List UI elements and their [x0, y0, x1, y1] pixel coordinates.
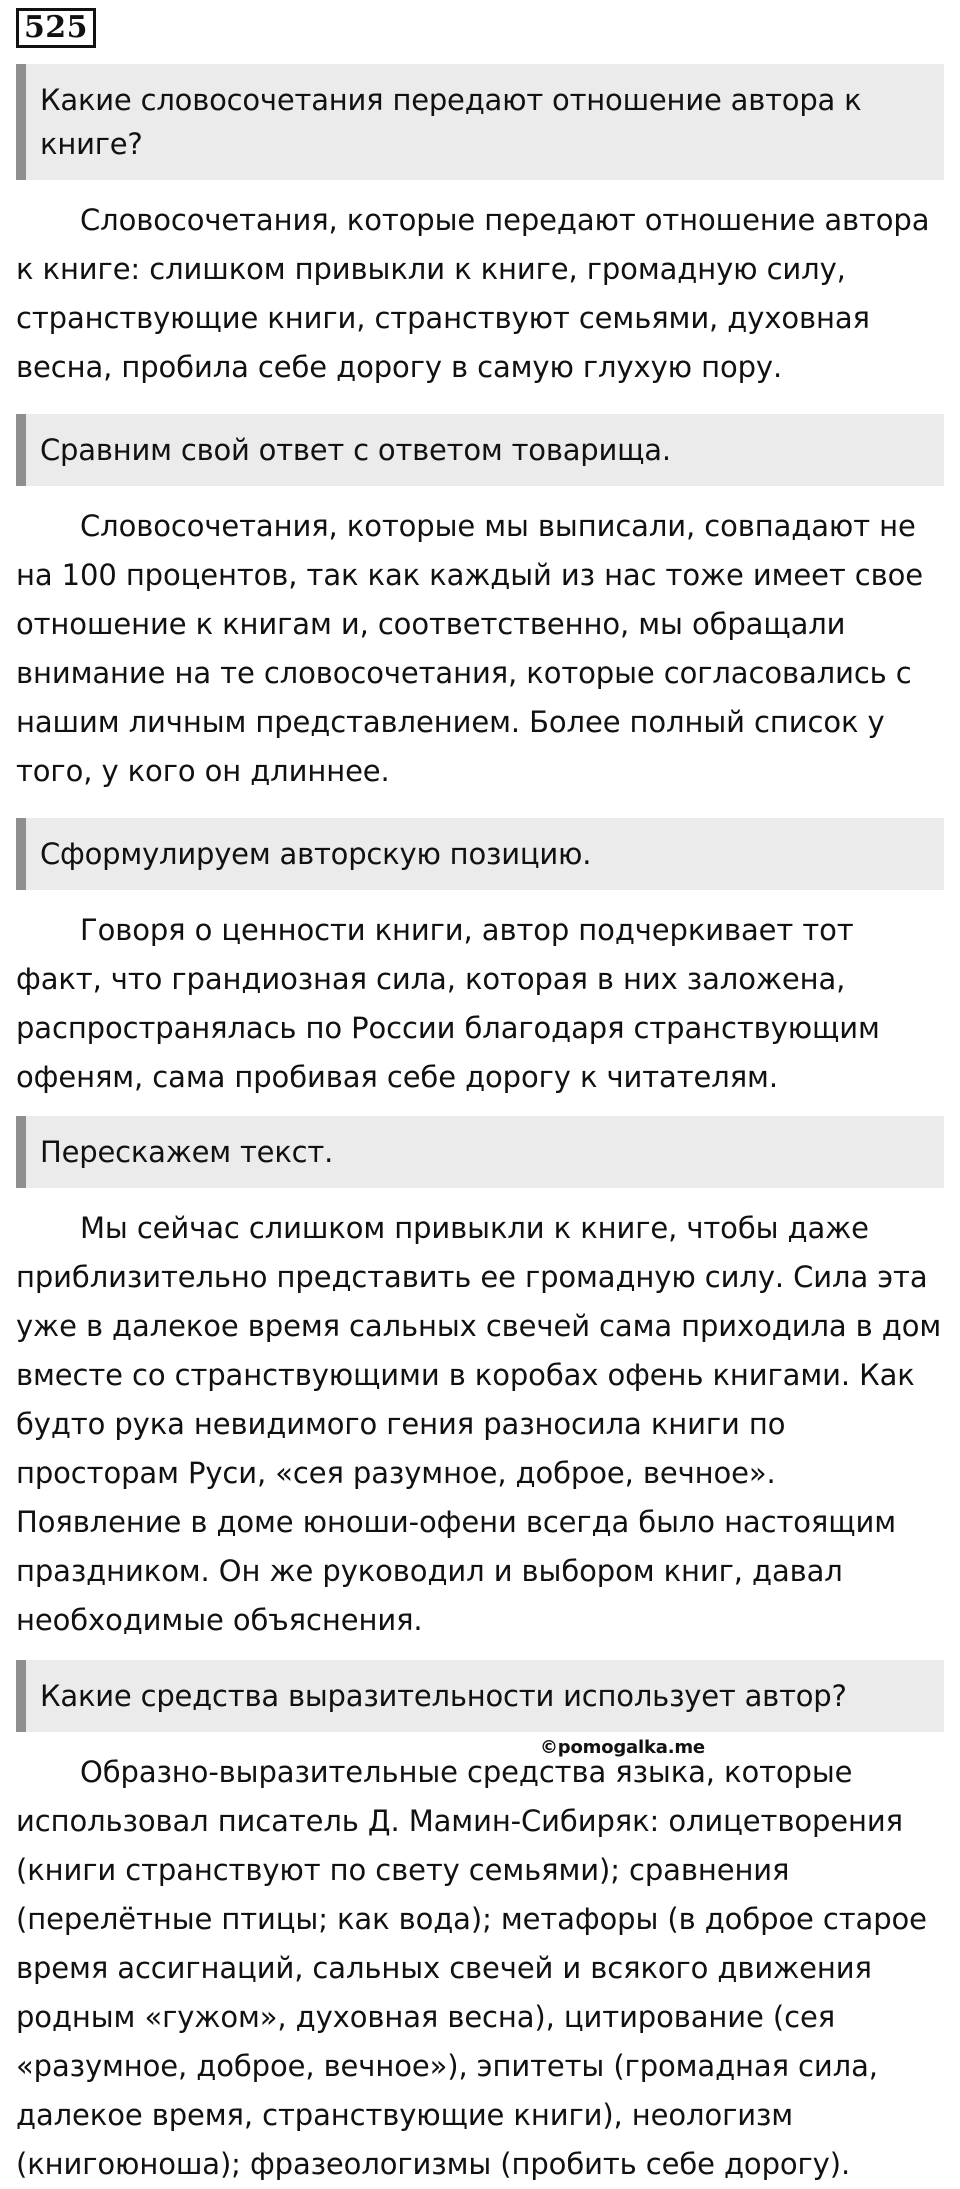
question-block-5: Какие средства выразительности использует автор? [16, 1660, 944, 1732]
qa-section-3 [16, 818, 944, 1102]
answer-paragraph-1: Словосочетания, которые передают отношение автора к книге: слишком привыкли к книге, громадную силу, странствующие книги, странствуют семьями, духовная весна, пробила себе дорогу в самую глухую пору. [16, 203, 930, 384]
qa-section-2 [16, 414, 944, 796]
question-block-2: Сравним свой ответ с ответом товарища. [16, 414, 944, 486]
qa-section-5 [16, 1660, 944, 2189]
question-block-1: Какие словосочетания передают отношение автора к книге? [16, 64, 944, 180]
qa-section-4 [16, 1116, 944, 1645]
watermark-text: ©pomogalka.me [540, 1737, 705, 1758]
qa-section-1 [16, 64, 944, 392]
question-block-3: Сформулируем авторскую позицию. [16, 818, 944, 890]
answer-paragraph-5: Образно-выразительные средства языка, которые использовал писатель Д. Мамин-Сибиряк: олицетворения (книги странствуют по свету семьями); сравнения (перелётные птицы; как вода); метафоры (в доброе старое время ассигнаций, сальных свечей и всякого движения родным «гужом», духовная весна), цитирование (сея «разумное, доброе, вечное»), эпитеты (громадная сила, далекое время, странствующие книги), неологизм (книгоюноша); фразеологизмы (пробить себе дорогу). [16, 1755, 927, 2181]
question-block-4: Перескажем текст. [16, 1116, 944, 1188]
answer-paragraph-4: Мы сейчас слишком привыкли к книге, чтобы даже приблизительно представить ее громадную силу. Сила эта уже в далекое время сальных свечей сама приходила в дом вместе со странствующими в коробах офень книгами. Как будто рука невидимого гения разносила книги по просторам Руси, «сея разумное, доброе, вечное». Появление в доме юноши-офени всегда было настоящим праздником. Он же руководил и выбором книг, давал необходимые объяснения. [16, 1211, 942, 1637]
answer-paragraph-3: Говоря о ценности книги, автор подчеркивает тот факт, что грандиозная сила, которая в них заложена, распространялась по России благодаря странствующим офеням, сама пробивая себе дорогу к читателям. [16, 913, 880, 1094]
exercise-number: 525 [16, 8, 96, 48]
answer-paragraph-2: Словосочетания, которые мы выписали, совпадают не на 100 процентов, так как каждый из нас тоже имеет свое отношение к книгам и, соответственно, мы обращали внимание на те словосочетания, которые согласовались с нашим личным представлением. Более полный список у того, у кого он длиннее. [16, 509, 924, 788]
